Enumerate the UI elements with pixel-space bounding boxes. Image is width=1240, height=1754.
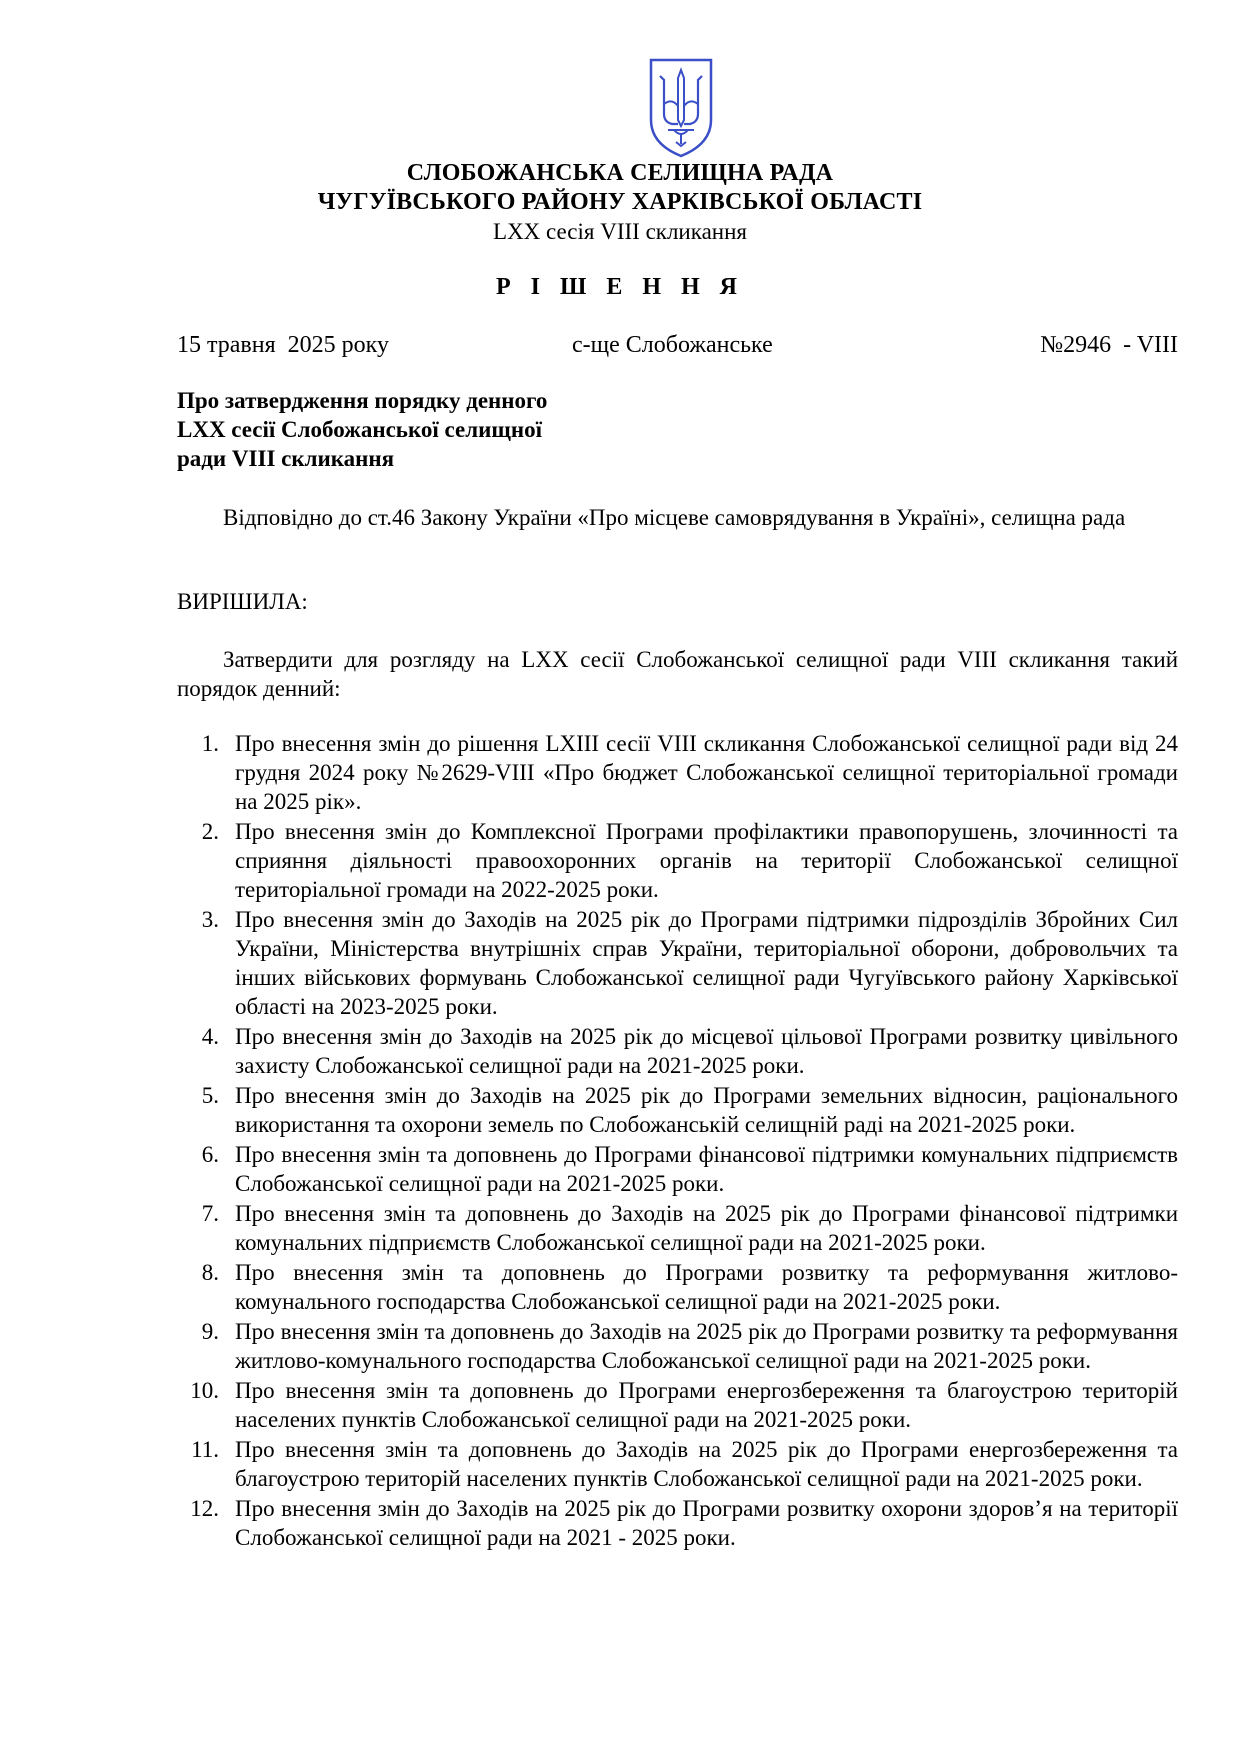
resolved-label: ВИРІШИЛА:: [177, 589, 308, 614]
agenda-item-text: Про внесення змін та доповнень до Заходів на 2025 рік до Програми енергозбереження та благоустрою територій населених пунктів Слобожанської селищної ради на 2021-2025 роки.: [235, 1437, 1178, 1491]
agenda-item: [177, 1081, 1178, 1139]
document-title: Р І Ш Е Н Н Я: [495, 274, 745, 300]
subject-line: Про затвердження порядку денного: [177, 388, 548, 413]
preamble-paragraph: Відповідно до ст.46 Закону України «Про місцеве самоврядування в Україні», селищна рада: [223, 505, 1126, 530]
agenda-item-text: Про внесення змін та доповнень до Програми розвитку та реформування житлово-комунального господарства Слобожанської селищної ради на 2021-2025 роки.: [235, 1260, 1178, 1314]
agenda-item-number: 3.: [201, 907, 219, 932]
agenda-list: [177, 729, 1178, 1553]
agenda-item: [177, 1199, 1178, 1257]
subject-line: ради VIII скликання: [177, 446, 395, 471]
agenda-item: [177, 1376, 1178, 1434]
agenda-item-text: Про внесення змін та доповнень до Заходів на 2025 рік до Програми розвитку та реформування житлово-комунального господарства Слобожанської селищної ради на 2021-2025 роки.: [235, 1319, 1178, 1373]
agenda-item-text: Про внесення змін та доповнень до Програми енергозбереження та благоустрою територій населених пунктів Слобожанської селищної ради на 2021-2025 роки.: [235, 1378, 1178, 1432]
agenda-item-number: 4.: [201, 1024, 219, 1049]
district-name: ЧУГУЇВСЬКОГО РАЙОНУ ХАРКІВСЬКОЇ ОБЛАСТІ: [317, 189, 923, 215]
decision-date: 15 травня 2025 року: [177, 332, 389, 358]
agenda-item-text: Про внесення змін до Заходів на 2025 рік до місцевої цільової Програми розвитку цивільного захисту Слобожанської селищної ради на 2021-2025 роки.: [235, 1024, 1178, 1078]
decision-number: №2946 - VIII: [1040, 332, 1178, 358]
agenda-item-number: 9.: [201, 1319, 219, 1344]
decision-place: с-ще Слобожанське: [572, 332, 773, 358]
approve-paragraph: Затвердити для розгляду на LXX сесії Слобожанської селищної ради VIII скликання такий порядок денний:: [177, 647, 1178, 701]
agenda-item: [177, 1317, 1178, 1375]
coat-of-arms-trident-icon: [648, 58, 714, 158]
agenda-item-number: 1.: [201, 731, 219, 756]
agenda-item-number: 12.: [190, 1496, 219, 1521]
agenda-item-number: 8.: [201, 1260, 219, 1285]
agenda-item: [177, 1435, 1178, 1493]
subject-line: LXX сесії Слобожанської селищної: [177, 417, 542, 442]
agenda-item-text: Про внесення змін до Заходів на 2025 рік до Програми розвитку охорони здоров’я на території Слобожанської селищної ради на 2021 - 2025 роки.: [235, 1496, 1178, 1550]
decision-subject: [177, 386, 637, 473]
agenda-item-text: Про внесення змін до Комплексної Програми профілактики правопорушень, злочинності та сприяння діяльності правоохоронних органів на території Слобожанської селищної територіальної громади на 2022-2025 роки.: [235, 819, 1178, 902]
agenda-item: [177, 1494, 1178, 1552]
agenda-item: [177, 1258, 1178, 1316]
agenda-item-text: Про внесення змін до Заходів на 2025 рік до Програми підтримки підрозділів Збройних Сил України, Міністерства внутрішніх справ України, територіальної оборони, добровольчих та інших військових формувань Слобожанської селищної ради Чугуївського району Харківської області на 2023-2025 роки.: [235, 907, 1178, 1019]
agenda-item-number: 11.: [191, 1437, 219, 1462]
session-label: LXX сесія VIII скликання: [493, 219, 747, 244]
agenda-item-text: Про внесення змін та доповнень до Заходів на 2025 рік до Програми фінансової підтримки комунальних підприємств Слобожанської селищної ради на 2021-2025 роки.: [235, 1201, 1178, 1255]
agenda-item-number: 7.: [201, 1201, 219, 1226]
agenda-item: [177, 905, 1178, 1021]
agenda-item: [177, 1022, 1178, 1080]
agenda-item-text: Про внесення змін до рішення LXIII сесії VIII скликання Слобожанської селищної ради від 24 грудня 2024 року №2629-VIII «Про бюджет Слобожанської селищної територіальної громади на 2025 рік».: [235, 731, 1178, 814]
agenda-item-number: 2.: [201, 819, 219, 844]
agenda-item-text: Про внесення змін та доповнень до Програми фінансової підтримки комунальних підприємств Слобожанської селищної ради на 2021-2025 роки.: [235, 1142, 1178, 1196]
agenda-item-number: 6.: [201, 1142, 219, 1167]
agenda-item-text: Про внесення змін до Заходів на 2025 рік до Програми земельних відносин, раціонального використання та охорони земель по Слобожанській селищній раді на 2021-2025 роки.: [235, 1083, 1178, 1137]
agenda-item-number: 5.: [201, 1083, 219, 1108]
agenda-item: [177, 729, 1178, 816]
agenda-item: [177, 1140, 1178, 1198]
council-name: СЛОБОЖАНСЬКА СЕЛИЩНА РАДА: [406, 160, 834, 186]
agenda-item: [177, 817, 1178, 904]
agenda-item-number: 10.: [190, 1378, 219, 1403]
